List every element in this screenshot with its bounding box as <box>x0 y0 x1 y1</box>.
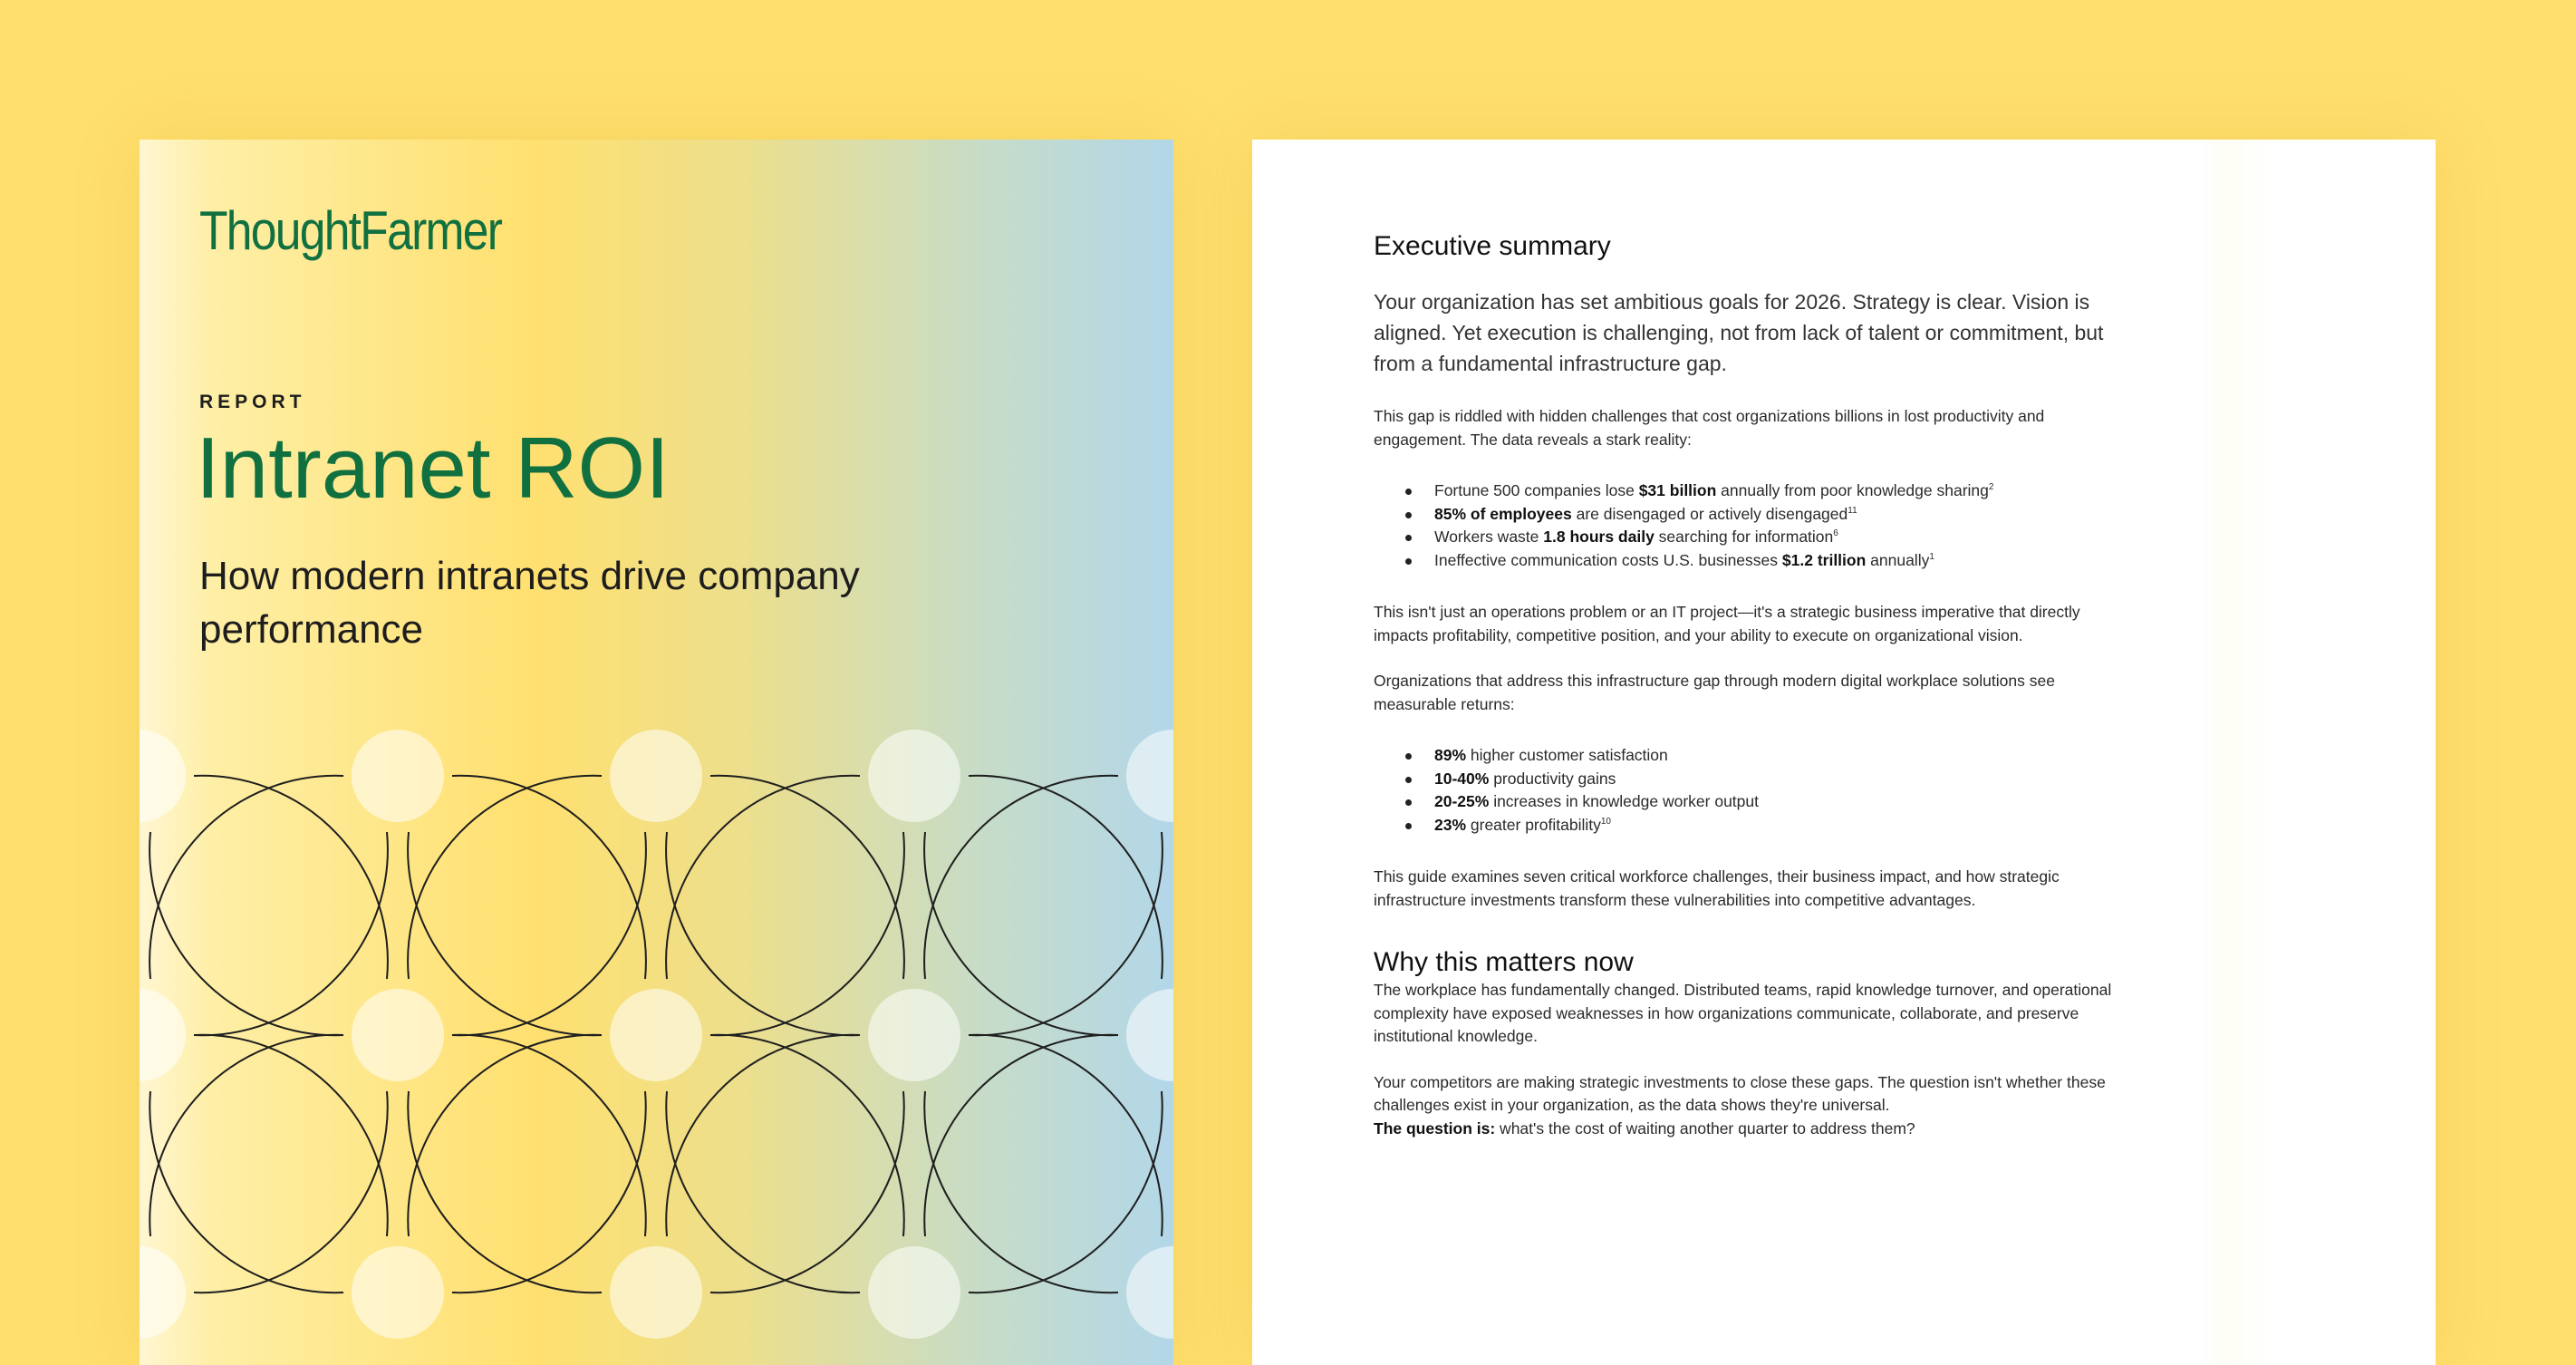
challenges-list <box>1374 479 2117 572</box>
list-item-highlight: 23% <box>1434 815 1467 834</box>
list-item-text: annually from poor knowledge sharing <box>1716 481 1989 499</box>
list-item <box>1434 814 2117 837</box>
list-item <box>1434 790 2117 814</box>
list-item-text: searching for information <box>1654 528 1834 546</box>
list-item-highlight: $1.2 trillion <box>1781 550 1867 569</box>
list-item-highlight: 85% of employees <box>1434 504 1572 523</box>
pattern-dot <box>140 730 186 822</box>
list-item <box>1434 768 2117 791</box>
footnote-ref: 6 <box>1833 528 1838 538</box>
list-item-text: increases in knowledge worker output <box>1489 792 1759 810</box>
page-content <box>1374 230 2117 1140</box>
list-item <box>1434 744 2117 768</box>
list-item <box>1434 503 2117 527</box>
why-question-label: The question is: <box>1374 1118 1496 1138</box>
pattern-dot <box>352 989 444 1081</box>
summary-paragraph-2: This isn't just an operations problem or an IT project—it's a strategic business imperative that directly impacts profitability, competitive position, and your ability to execute on organizational vision. <box>1374 603 2080 644</box>
footnote-ref: 11 <box>1848 505 1857 516</box>
list-item <box>1434 526 2117 549</box>
cover-subtitle: How modern intranets drive company performance <box>199 554 860 652</box>
list-item-text: annually <box>1866 550 1930 569</box>
pattern-dot <box>610 989 702 1081</box>
why-paragraph-2-text: Your competitors are making strategic investments to close these gaps. The question isn't whether these challenges exist in your organization, as the data shows they're universal. <box>1374 1072 2106 1114</box>
list-item-text: are disengaged or actively disengaged <box>1571 504 1848 523</box>
executive-summary-heading: Executive summary <box>1374 231 1611 261</box>
pattern-dot <box>868 989 960 1081</box>
list-item <box>1434 549 2117 573</box>
pattern-dot <box>868 730 960 822</box>
summary-paragraph-3: Organizations that address this infrastructure gap through modern digital workplace solutions see measurable returns: <box>1374 672 2055 713</box>
pattern-dot <box>140 1246 186 1339</box>
returns-list <box>1374 744 2117 837</box>
pattern-dot <box>352 730 444 822</box>
list-item-highlight: 89% <box>1434 746 1467 764</box>
list-item-text: Ineffective communication costs U.S. businesses <box>1434 550 1782 569</box>
pattern-dot <box>140 989 186 1081</box>
thoughtfarmer-logo: ThoughtFarmer <box>199 200 502 261</box>
footnote-ref: 10 <box>1600 816 1611 827</box>
list-item-text: Workers waste <box>1434 528 1544 546</box>
list-item-text: Fortune 500 companies lose <box>1434 481 1639 499</box>
summary-paragraph-4: This guide examines seven critical workforce challenges, their business impact, and how strategic infrastructure investments transform these vulnerabilities into competitive advantages. <box>1374 867 2060 909</box>
decorative-circle-pattern <box>140 140 1173 1365</box>
pattern-dot <box>610 1246 702 1339</box>
cover-title: Intranet ROI <box>196 420 670 517</box>
summary-paragraph-1: This gap is riddled with hidden challenges that cost organizations billions in lost productivity and engagement. The data reveals a stark reality: <box>1374 407 2045 449</box>
why-question-text: what's the cost of waiting another quarter to address them? <box>1495 1118 1915 1138</box>
list-item <box>1434 479 2117 503</box>
pattern-dot <box>1126 989 1173 1081</box>
summary-lead: Your organization has set ambitious goals for 2026. Strategy is clear. Vision is aligned. Yet execution is challenging, not from lack of talent or commitment, but from a fundamental infrastructure gap. <box>1374 290 2104 375</box>
executive-summary-page <box>1252 140 2436 1365</box>
list-item-text: productivity gains <box>1489 769 1616 788</box>
pattern-dot <box>352 1246 444 1339</box>
list-item-highlight: 1.8 hours daily <box>1543 528 1655 546</box>
pattern-dots <box>140 730 1173 1339</box>
list-item-highlight: 20-25% <box>1434 792 1490 810</box>
footnote-ref: 2 <box>1988 482 1994 492</box>
pattern-dot <box>1126 1246 1173 1339</box>
pattern-dot <box>1126 730 1173 822</box>
list-item-highlight: 10-40% <box>1434 769 1490 788</box>
report-cover <box>140 140 1173 1365</box>
footnote-ref: 1 <box>1929 551 1934 562</box>
why-this-matters-heading: Why this matters now <box>1374 947 1634 977</box>
report-eyebrow: REPORT <box>199 392 306 412</box>
list-item-text: higher customer satisfaction <box>1466 746 1668 764</box>
why-paragraph-2 <box>1374 1071 2117 1141</box>
why-paragraph-1: The workplace has fundamentally changed. Distributed teams, rapid knowledge turnover, and operational complexity have exposed weaknesses in how organizations communicate, collaborate, and preserve institutional knowledge. <box>1374 981 2112 1045</box>
pattern-dot <box>610 730 702 822</box>
pattern-dot <box>868 1246 960 1339</box>
list-item-highlight: $31 billion <box>1638 481 1717 499</box>
list-item-text: greater profitability <box>1466 815 1601 834</box>
